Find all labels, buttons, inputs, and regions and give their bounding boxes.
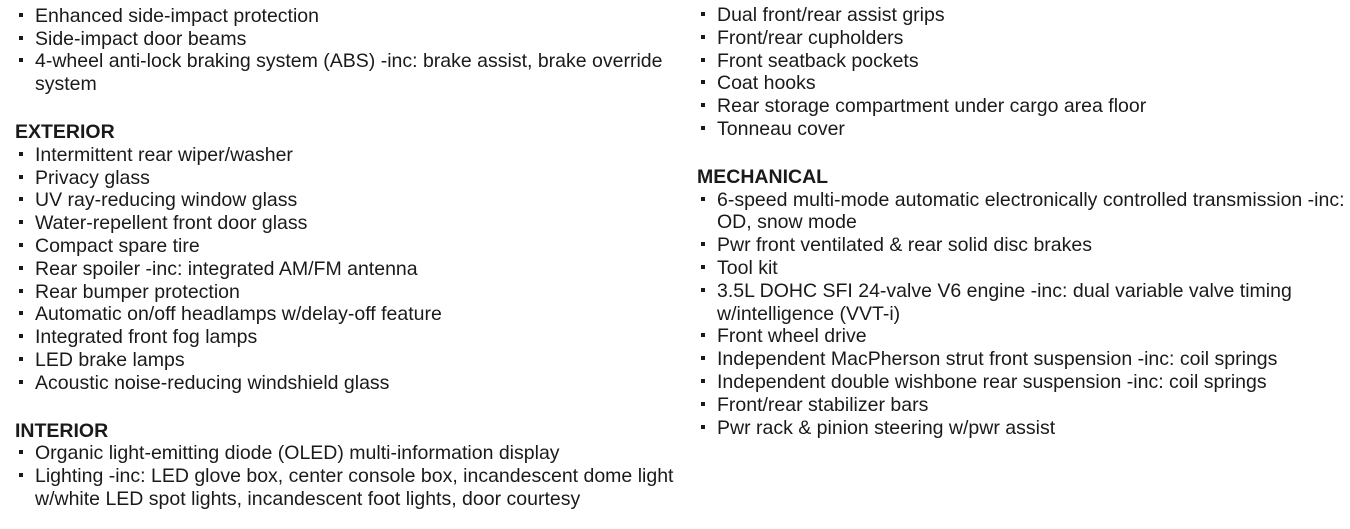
- list-item: Tool kit: [697, 257, 1347, 280]
- bullet-icon: [19, 266, 23, 270]
- list-item: Independent double wishbone rear suspension -inc: coil springs: [697, 371, 1347, 394]
- mechanical-heading: MECHANICAL: [697, 165, 829, 188]
- interior-list: [15, 442, 675, 510]
- list-item: Acoustic noise-reducing windshield glass: [15, 372, 675, 395]
- list-item: 3.5L DOHC SFI 24-valve V6 engine -inc: dual variable valve timing w/intelligence (VVT-i): [697, 280, 1347, 326]
- bullet-icon: [19, 450, 23, 454]
- bullet-icon: [701, 356, 705, 360]
- bullet-icon: [19, 58, 23, 62]
- bullet-icon: [701, 126, 705, 130]
- list-item: Front wheel drive: [697, 325, 1347, 348]
- bullet-icon: [19, 473, 23, 477]
- bullet-icon: [701, 242, 705, 246]
- bullet-icon: [19, 243, 23, 247]
- bullet-icon: [701, 265, 705, 269]
- list-item: Independent MacPherson strut front suspension -inc: coil springs: [697, 348, 1347, 371]
- left-column: [15, 0, 675, 511]
- interior-continued-list: [697, 4, 1347, 141]
- exterior-list: [15, 144, 675, 395]
- list-item: Dual front/rear assist grips: [697, 4, 1347, 27]
- list-item: Side-impact door beams: [15, 28, 675, 51]
- list-item: Enhanced side-impact protection: [15, 5, 675, 28]
- bullet-icon: [701, 80, 705, 84]
- bullet-icon: [19, 380, 23, 384]
- bullet-icon: [19, 13, 23, 17]
- list-item: Rear spoiler -inc: integrated AM/FM antenna: [15, 258, 675, 281]
- bullet-icon: [19, 36, 23, 40]
- interior-heading: INTERIOR: [15, 419, 109, 442]
- list-item: Coat hooks: [697, 72, 1347, 95]
- bullet-icon: [19, 197, 23, 201]
- bullet-icon: [701, 58, 705, 62]
- list-item: LED brake lamps: [15, 349, 675, 372]
- bullet-icon: [19, 289, 23, 293]
- list-item: Lighting -inc: LED glove box, center console box, incandescent dome light w/white LED spot lights, incandescent foot lights, door courtesy: [15, 465, 675, 511]
- list-item: Front/rear cupholders: [697, 27, 1347, 50]
- bullet-icon: [19, 357, 23, 361]
- list-item: Rear bumper protection: [15, 281, 675, 304]
- bullet-icon: [19, 152, 23, 156]
- bullet-icon: [701, 333, 705, 337]
- bullet-icon: [19, 175, 23, 179]
- bullet-icon: [701, 402, 705, 406]
- safety-list: [15, 0, 675, 96]
- bullet-icon: [701, 379, 705, 383]
- list-item: Organic light-emitting diode (OLED) multi-information display: [15, 442, 675, 465]
- right-column: [697, 4, 1347, 439]
- mechanical-list: [697, 189, 1347, 440]
- list-item: 4-wheel anti-lock braking system (ABS) -inc: brake assist, brake override system: [15, 50, 675, 96]
- bullet-icon: [19, 311, 23, 315]
- bullet-icon: [701, 35, 705, 39]
- list-item: Tonneau cover: [697, 118, 1347, 141]
- exterior-heading: EXTERIOR: [15, 120, 115, 143]
- list-item: Intermittent rear wiper/washer: [15, 144, 675, 167]
- bullet-icon: [701, 425, 705, 429]
- bullet-icon: [19, 334, 23, 338]
- bullet-icon: [701, 12, 705, 16]
- bullet-icon: [701, 288, 705, 292]
- list-item: Pwr front ventilated & rear solid disc brakes: [697, 234, 1347, 257]
- list-item: Rear storage compartment under cargo area floor: [697, 95, 1347, 118]
- list-item: Automatic on/off headlamps w/delay-off feature: [15, 303, 675, 326]
- list-item: Water-repellent front door glass: [15, 212, 675, 235]
- bullet-icon: [701, 197, 705, 201]
- list-item: 6-speed multi-mode automatic electronically controlled transmission -inc: OD, snow mode: [697, 189, 1347, 235]
- list-item: Privacy glass: [15, 167, 675, 190]
- list-item: Compact spare tire: [15, 235, 675, 258]
- list-item: Pwr rack & pinion steering w/pwr assist: [697, 417, 1347, 440]
- bullet-icon: [701, 103, 705, 107]
- bullet-icon: [19, 220, 23, 224]
- list-item: UV ray-reducing window glass: [15, 189, 675, 212]
- list-item: Integrated front fog lamps: [15, 326, 675, 349]
- list-item: Front seatback pockets: [697, 50, 1347, 73]
- list-item: Front/rear stabilizer bars: [697, 394, 1347, 417]
